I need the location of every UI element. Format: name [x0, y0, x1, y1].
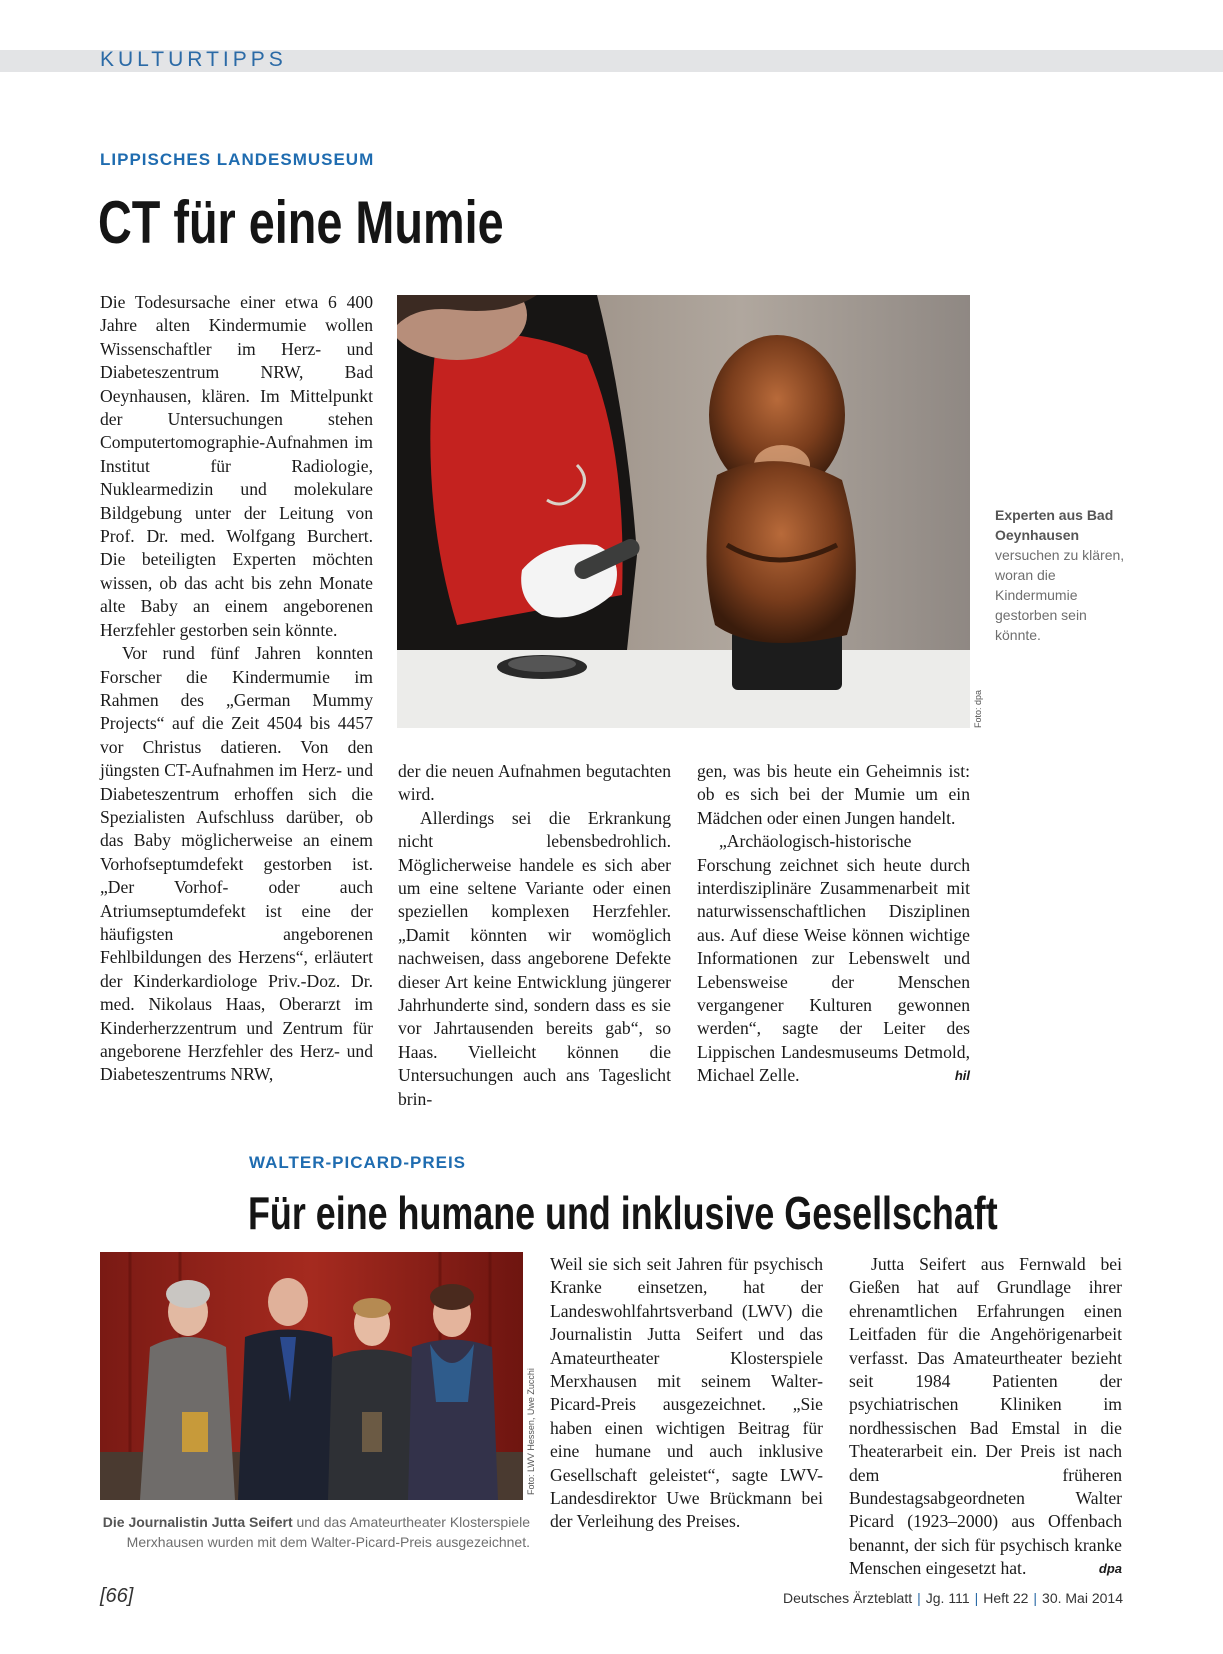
mummy-photo: [397, 295, 970, 728]
article1-col2-para2: Allerdings sei die Erkrankung nicht lebensbedrohlich. Möglicherweise handele es sich aber um eine seltene Variante oder einen speziellen komplexen Herzfehler. „Damit könnten wir womöglich nachweisen, dass angeborene Defekte dieser Art keine Entwicklung jüngerer Jahrhunderte sind, sondern dass es sie vor Jahrtausenden bereits gab“, so Haas. Vielleicht können die Untersuchungen auch ans Tageslicht brin-: [398, 807, 671, 1109]
article1-col1-para1: Die Todesursache einer etwa 6 400 Jahre alten Kindermumie wollen Wissenschaftler im Herz- und Diabeteszentrum NRW, Bad Oeynhausen, klären. Im Mittelpunkt der Untersuchungen stehen Computertomographie-Aufnahmen im Institut für Radiologie, Nuklearmedizin und molekulare Bildgebung unter der Leitung von Prof. Dr. med. Wolfgang Burchert. Die beteiligten Experten möchten wissen, ob das acht bis zehn Monate alte Baby an einem angeborenen Herzfehler gestorben sein könnte.: [100, 292, 373, 640]
article1-col2-para1: der die neuen Aufnahmen begutachten wird.: [398, 761, 671, 805]
article1-column-2: [398, 760, 671, 1111]
footer-separator: |: [974, 1590, 979, 1606]
article1-col3-para1: gen, was bis heute ein Geheimnis ist: ob es sich bei der Mumie um ein Mädchen oder einen Jungen handelt.: [697, 761, 970, 828]
article2-col1-para1: Weil sie sich seit Jahren für psychisch Kranke einsetzen, hat der Landeswohlfahrtsverband (LWV) die Journalistin Jutta Seifert und das Amateurtheater Klosterspiele Merxhausen mit seinem Walter-Picard-Preis ausgezeichnet. „Sie haben einen wichtigen Beitrag für eine humane und auch inklusive Gesellschaft geleistet“, sagte LWV-Landesdirektor Uwe Brückmann bei der Verleihung des Preises.: [550, 1254, 823, 1532]
article2-signature: dpa: [1098, 1561, 1122, 1577]
article2-caption-bold: Die Journalistin Jutta Seifert: [102, 1514, 293, 1530]
article1-col1-para2: Vor rund fünf Jahren konnten Forscher die Kindermumie im Rahmen des „German Mummy Projects“ auf die Zeit 4504 bis 4457 vor Christus datieren. Von den jüngsten CT-Aufnahmen im Herz- und Diabeteszentrum erhoffen sich die Spezialisten Aufschluss darüber, ob das Baby möglicherweise an einem Vorhofseptumdefekt gestorben ist. „Der Vorhof- oder auch Atriumseptumdefekt ist eine der häufigsten angeborenen Fehlbildungen des Herzens“, erläutert der Kinderkardiologe Priv.-Doz. Dr. med. Nikolaus Haas, Oberarzt im Kinderherzzentrum und Zentrum für angeborene Herzfehler des Herz- und Diabeteszentrums NRW,: [100, 643, 373, 1085]
article1-caption-text: versuchen zu klären, woran die Kindermumie gestorben sein könnte.: [995, 547, 1125, 643]
footer-separator: |: [917, 1590, 921, 1606]
article1-column-3: [697, 760, 970, 1088]
article2-column-2: [849, 1253, 1122, 1581]
award-photo: [100, 1252, 523, 1500]
footer-volume: Jg. 111: [925, 1590, 970, 1606]
article1-photo-credit: Foto: dpa: [973, 689, 983, 728]
article2-title: Für eine humane und inklusive Gesellschaft: [248, 1187, 998, 1239]
section-label: KULTURTIPPS: [100, 48, 287, 71]
article2-col2-para1-text: Jutta Seifert aus Fernwald bei Gießen hat auf Grundlage ihrer ehrenamtlichen Erfahrungen einen Leitfaden für die Angehörigenarbeit verfasst. Das Amateurtheater bezieht seit 1984 Patienten der psychiatrischen Kliniken im nordhessischen Bad Emstal in die Theaterarbeit ein. Der Preis ist nach dem früheren Bundestagsabgeordneten Walter Picard (1923–2000) aus Offenbach benannt, der sich für psychisch kranke Menschen eingesetzt hat.: [849, 1254, 1122, 1579]
article1-col3-para2: [697, 830, 970, 1087]
article2-col2-para1: [849, 1253, 1122, 1581]
article1-caption-bold: Experten aus Bad Oeynhausen: [995, 507, 1114, 543]
article1-caption: [995, 505, 1125, 645]
footer-issue: Heft 22: [983, 1590, 1029, 1606]
article2-column-1: [550, 1253, 823, 1534]
article2-kicker: WALTER-PICARD-PREIS: [249, 1153, 467, 1172]
article1-title: CT für eine Mumie: [98, 189, 504, 256]
article2-caption: [100, 1512, 530, 1552]
footer-date: 30. Mai 2014: [1042, 1590, 1123, 1606]
footer-separator: |: [1033, 1590, 1038, 1606]
article2-caption-text: und das Amateurtheater Klosterspiele Merxhausen wurden mit dem Walter-Picard-Preis ausgezeichnet.: [126, 1514, 530, 1550]
footer-journal: Deutsches Ärzteblatt: [782, 1590, 913, 1606]
mummy-photo-graphic: [397, 295, 970, 728]
article1-kicker: LIPPISCHES LANDESMUSEUM: [100, 150, 375, 169]
award-photo-graphic: [100, 1252, 523, 1500]
article1-col3-para2-text: „Archäologisch-historische Forschung zeichnet sich heute durch interdisziplinäre Zusammenarbeit mit naturwissenschaftlichen Disziplinen aus. Auf diese Weise können wichtige Informationen zur Lebenswelt und Lebensweise der Menschen vergangener Kulturen gewonnen werden“, sagte der Leiter des Lippischen Landesmuseums Detmold, Michael Zelle.: [697, 831, 970, 1086]
footer-citation: [783, 1590, 1123, 1606]
page-number: [66]: [100, 1585, 134, 1607]
article1-signature: hil: [954, 1068, 970, 1084]
article2-photo-credit: Foto: LWV Hessen, Uwe Zucchi: [526, 1368, 536, 1495]
article1-column-1: [100, 291, 373, 1087]
